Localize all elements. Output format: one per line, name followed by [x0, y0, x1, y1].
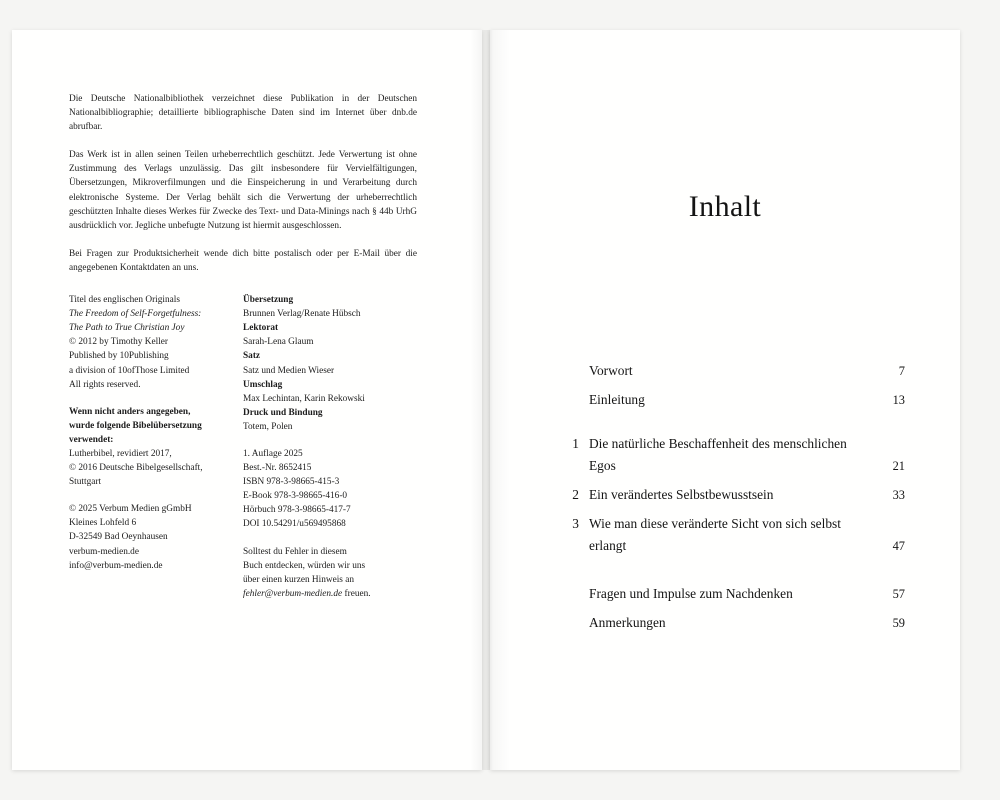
imprint-left-line: wurde folgende Bibelübersetzung [69, 420, 202, 431]
imprint-left-line: © 2025 Verbum Medien gGmbH [69, 504, 192, 515]
toc-entry-page: 33 [892, 488, 905, 502]
imprint-left-line: Stuttgart [69, 477, 102, 488]
imprint-left-line: a division of 10ofThose Limited [69, 365, 190, 376]
imprint-left-line: The Freedom of Self-Forgetfulness: [69, 309, 202, 320]
imprint-right-line: Totem, Polen [243, 421, 293, 432]
imprint-left-line: verwendet: [69, 434, 114, 445]
imprint-right-block [243, 293, 405, 434]
imprint-left-line: Kleines Lohfeld 6 [69, 518, 137, 529]
imprint-left-line: Lutherbibel, revidiert 2017, [69, 448, 172, 459]
right-page-contents [490, 30, 960, 770]
toc-entry-number: 1 [572, 436, 579, 451]
toc-entry-page: 7 [898, 364, 905, 378]
imprint-left-line: © 2012 by Timothy Keller [69, 337, 169, 348]
imprint-left-block [69, 502, 231, 572]
imprint-right-line: DOI 10.54291/u569495868 [243, 519, 346, 530]
imprint-right-line: Best.-Nr. 8652415 [243, 463, 312, 474]
imprint-right-line: Buch entdecken, würden wir uns [243, 560, 366, 571]
toc-entry[interactable] [565, 433, 905, 477]
toc-entry[interactable] [565, 360, 905, 382]
toc-entry-page: 47 [892, 539, 905, 553]
toc-entry-label: Vorwort [589, 363, 633, 378]
imprint-right-line: über einen kurzen Hinweis an [243, 574, 355, 585]
imprint-right-line: Brunnen Verlag/Renate Hübsch [243, 309, 361, 320]
imprint-left-line: Wenn nicht anders angegeben, [69, 406, 191, 417]
toc-entry[interactable] [565, 583, 905, 605]
toc-entry-page: 13 [892, 393, 905, 407]
imprint-block [69, 92, 417, 614]
imprint-left-block [69, 405, 231, 490]
imprint-left-line: Titel des englischen Originals [69, 295, 180, 306]
toc-entry-label: Ein verändertes Selbstbewusstsein [589, 487, 774, 502]
imprint-paragraph-2: Das Werk ist in allen seinen Teilen urheberrechtlich geschützt. Jede Verwertung ist ohne Zustimmung des Verlags unzulässig. Das gilt insbesondere für Vervielfältigungen, Übersetzungen, Mikroverfilmungen und die Einspeicherung in und Verarbeitung durch elektronische Systeme. Der Verlag behält sich die Verwertung der urheberrechtlich geschützten Inhalte dieses Werkes für Zwecke des Text- und Data-Minings nach § 44b UrhG ausdrücklich vor. Jegliche unbefugte Nutzung ist hiermit ausgeschlossen. [69, 150, 417, 231]
toc-entry-label: Wie man diese veränderte Sicht von sich selbst erlangt [589, 516, 841, 553]
imprint-left-line: Published by 10Publishing [69, 351, 169, 362]
imprint-right-line: ISBN 978-3-98665-415-3 [243, 477, 340, 488]
toc-entry-label: Einleitung [589, 392, 645, 407]
imprint-right-line: Satz [243, 351, 261, 362]
imprint-column-right [243, 293, 417, 614]
page-title: Inhalt [688, 190, 762, 223]
table-of-contents [565, 360, 905, 641]
toc-entry-label: Anmerkungen [589, 615, 666, 630]
toc-entry-page: 21 [892, 459, 905, 473]
toc-entry-page: 57 [892, 587, 905, 601]
imprint-left-block [69, 293, 231, 392]
imprint-left-line: info@verbum-medien.de [69, 560, 163, 571]
toc-entry-number: 2 [572, 487, 579, 502]
toc-entry-page: 59 [892, 616, 905, 630]
imprint-right-line: fehler@verbum-medien.de freuen. [243, 588, 371, 599]
imprint-right-line: Umschlag [243, 379, 283, 390]
imprint-right-line: Druck und Bindung [243, 407, 323, 418]
imprint-columns [69, 293, 417, 614]
imprint-right-line: 1. Auflage 2025 [243, 448, 303, 459]
imprint-right-line: Übersetzung [243, 295, 294, 306]
imprint-right-line: E-Book 978-3-98665-416-0 [243, 491, 348, 502]
imprint-left-line: D-32549 Bad Oeynhausen [69, 532, 168, 543]
toc-entry[interactable] [565, 513, 905, 557]
imprint-column-left [69, 293, 243, 614]
imprint-paragraph-1: Die Deutsche Nationalbibliothek verzeichnet diese Publikation in der Deutschen Nationalbibliographie; detaillierte bibliographische Daten sind im Internet über dnb.de abrufbar. [69, 94, 417, 133]
toc-entry[interactable] [565, 484, 905, 506]
imprint-right-block [243, 447, 405, 532]
imprint-right-block [243, 545, 405, 601]
imprint-left-line: verbum-medien.de [69, 546, 139, 557]
imprint-right-line: Satz und Medien Wieser [243, 365, 335, 376]
toc-entry-label: Die natürliche Beschaffenheit des menschlichen Egos [589, 436, 847, 473]
imprint-left-line: The Path to True Christian Joy [69, 323, 185, 334]
imprint-left-line: All rights reserved. [69, 379, 141, 390]
contact-email: fehler@verbum-medien.de [243, 588, 343, 599]
imprint-right-line: Max Lechintan, Karin Rekowski [243, 393, 365, 404]
imprint-paragraph-3: Bei Fragen zur Produktsicherheit wende dich bitte postalisch oder per E-Mail über die angegebenen Kontaktdaten an uns. [69, 248, 417, 273]
toc-entry[interactable] [565, 612, 905, 634]
toc-entry[interactable] [565, 389, 905, 411]
imprint-right-line: Solltest du Fehler in diesem [243, 546, 347, 557]
imprint-right-line: Sarah-Lena Glaum [243, 337, 314, 348]
imprint-right-line: Lektorat [243, 323, 279, 334]
left-page-imprint [12, 30, 482, 770]
imprint-left-line: © 2016 Deutsche Bibelgesellschaft, [69, 463, 203, 474]
toc-entry-label: Fragen und Impulse zum Nachdenken [589, 586, 793, 601]
imprint-right-line: Hörbuch 978-3-98665-417-7 [243, 505, 351, 516]
toc-entry-number: 3 [572, 516, 579, 531]
